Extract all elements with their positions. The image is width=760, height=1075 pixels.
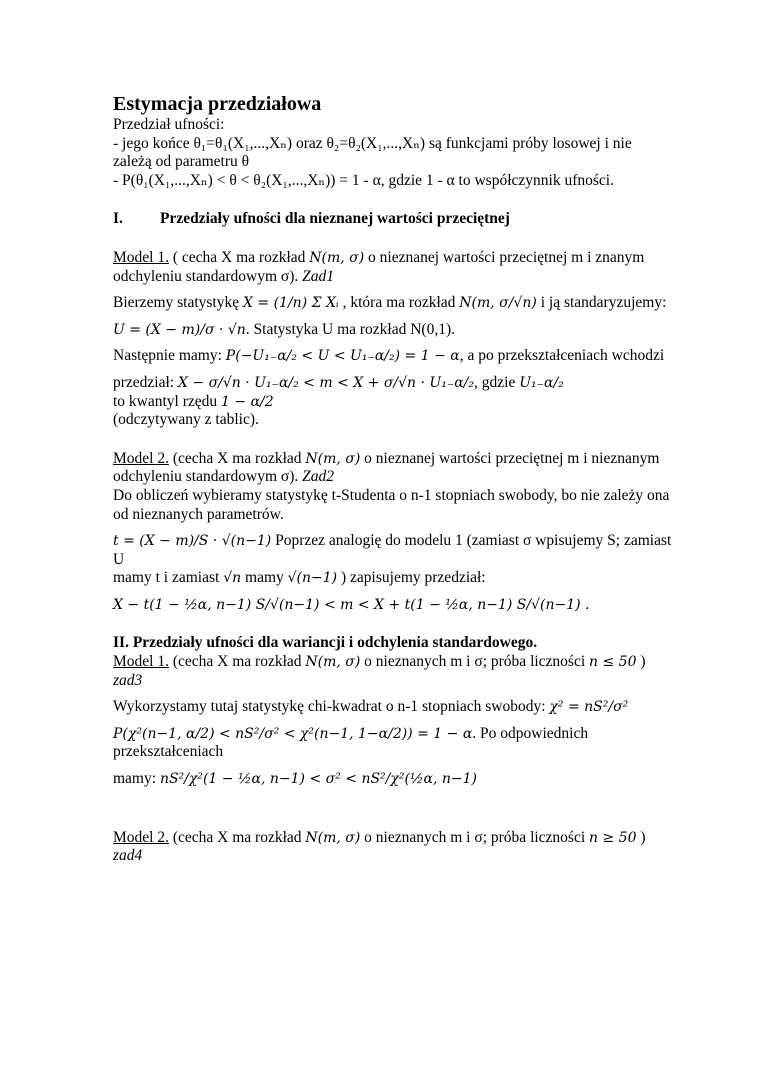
intro-line: Przedział ufności:	[113, 116, 225, 133]
s2-model1: Model 1. (cecha X ma rozkład N(m, σ) o nieznanych m i σ; próba liczności n ≤ 50 ) zad3 Wykorzystamy tutaj statystykę chi-kwadrat o n-1 stopniach swobody: χ² = nS²/σ² P(χ²(n−1, α/2) < nS²/σ² < χ²(n−1, 1−α/2)) = 1 − α. Po odpowiednich przekształceniach mamy: nS²/χ²(1 − ½α, n−1) < σ² < nS²/χ²(½α, n−1)	[113, 653, 673, 789]
model-label: Model 1.	[113, 653, 169, 671]
formula-quantile: U₁₋α/₂	[519, 374, 564, 391]
formula-chi: χ² = nS²/σ²	[549, 699, 629, 716]
formula-xbar: X = (1/n) Σ Xᵢ	[243, 295, 339, 312]
s1-model2: Model 2. (cecha X ma rozkład N(m, σ) o nieznanej wartości przeciętnej m i nieznanym odchyleniu standardowym σ). Zad2 Do obliczeń wybieramy statystykę t-Studenta o n-1 stopniach swobody, bo nie zależy ona od nieznanych parametrów. t = (X − m)/S · √(n−1) Poprzez analogię do modelu 1 (zamiast σ wpisujemy S; zamiast U mamy t i zamiast √n mamy √(n−1) ) zapisujemy przedział: X − t(1 − ½α, n−1) S/√(n−1) < m < X + t(1 − ½α, n−1) S/√(n−1) .	[113, 449, 672, 613]
formula-dist2: N(m, σ/√n)	[459, 295, 537, 312]
formula-prob: P(−U₁₋α/₂ < U < U₁₋α/₂) = 1 − α	[225, 348, 460, 365]
formula-dist: N(m, σ)	[305, 654, 361, 671]
formula-cond: n ≥ 50	[589, 829, 637, 846]
formula-interval: X − σ/√n · U₁₋α/₂ < m < X + σ/√n · U₁₋α/₂	[177, 374, 475, 391]
formula-dist: N(m, σ)	[305, 829, 361, 846]
formula-sqrt-n1: √(n−1)	[287, 570, 338, 587]
task-ref: zad4	[113, 847, 143, 865]
formula-prob: P(χ²(n−1, α/2) < nS²/σ² < χ²(n−1, 1−α/2)) = 1 − α	[113, 725, 473, 742]
page-title: Estymacja przedziałowa	[113, 93, 322, 115]
formula-t: t = (X − m)/S · √(n−1)	[113, 533, 272, 550]
intro-block	[113, 116, 673, 190]
intro-line: - jego końce θ₁=θ₁(X₁,...,Xₙ) oraz θ₂=θ₂(X₁,...,Xₙ) są funkcjami próby losowej i nie	[113, 134, 632, 152]
model-label: Model 2.	[113, 449, 169, 467]
model-label: Model 1.	[113, 248, 169, 266]
formula-interval: nS²/χ²(1 − ½α, n−1) < σ² < nS²/χ²(½α, n−1)	[159, 771, 477, 788]
task-ref: Zad1	[302, 267, 335, 285]
formula-sqrt-n: √n	[223, 570, 242, 587]
section-heading-2: II. Przedziały ufności dla wariancji i odchylenia standardowego.	[113, 634, 538, 652]
intro-line: zależą od parametru θ	[113, 153, 250, 171]
model-label: Model 2.	[113, 828, 169, 846]
formula-dist: N(m, σ)	[305, 450, 361, 467]
formula-cond: n ≤ 50	[589, 654, 637, 671]
formula-dist: N(m, σ)	[309, 249, 365, 266]
intro-line: - P(θ₁(X₁,...,Xₙ) < θ < θ₂(X₁,...,Xₙ)) = 1 - α, gdzie 1 - α to współczynnik ufności.	[113, 171, 614, 189]
formula-interval: X − t(1 − ½α, n−1) S/√(n−1) < m < X + t(1 − ½α, n−1) S/√(n−1) .	[113, 596, 590, 613]
formula-order: 1 − α/2	[221, 393, 274, 410]
formula-u: U = (X − m)/σ · √n	[113, 321, 246, 338]
s2-model2: Model 2. (cecha X ma rozkład N(m, σ) o nieznanych m i σ; próba liczności n ≥ 50 ) zad4	[113, 829, 673, 866]
document-body	[113, 92, 673, 866]
task-ref: zad3	[113, 671, 143, 689]
task-ref: Zad2	[302, 468, 335, 486]
section-heading-1: I. Przedziały ufności dla nieznanej wartości przeciętnej	[113, 210, 510, 228]
s1-model1: Model 1. ( cecha X ma rozkład N(m, σ) o nieznanej wartości przeciętnej m i znanym odchyleniu standardowym σ). Zad1 Bierzemy statystykę X = (1/n) Σ Xᵢ , która ma rozkład N(m, σ/√n) i ją standaryzujemy: U = (X − m)/σ · √n. Statystyka U ma rozkład N(0,1). Następnie mamy: P(−U₁₋α/₂ < U < U₁₋α/₂) = 1 − α, a po przekształceniach wchodzi przedział: X − σ/√n · U₁₋α/₂ < m < X + σ/√n · U₁₋α/₂, gdzie U₁₋α/₂ to kwantyl rzędu 1 − α/2 (odczytywany z tablic).	[113, 248, 667, 429]
